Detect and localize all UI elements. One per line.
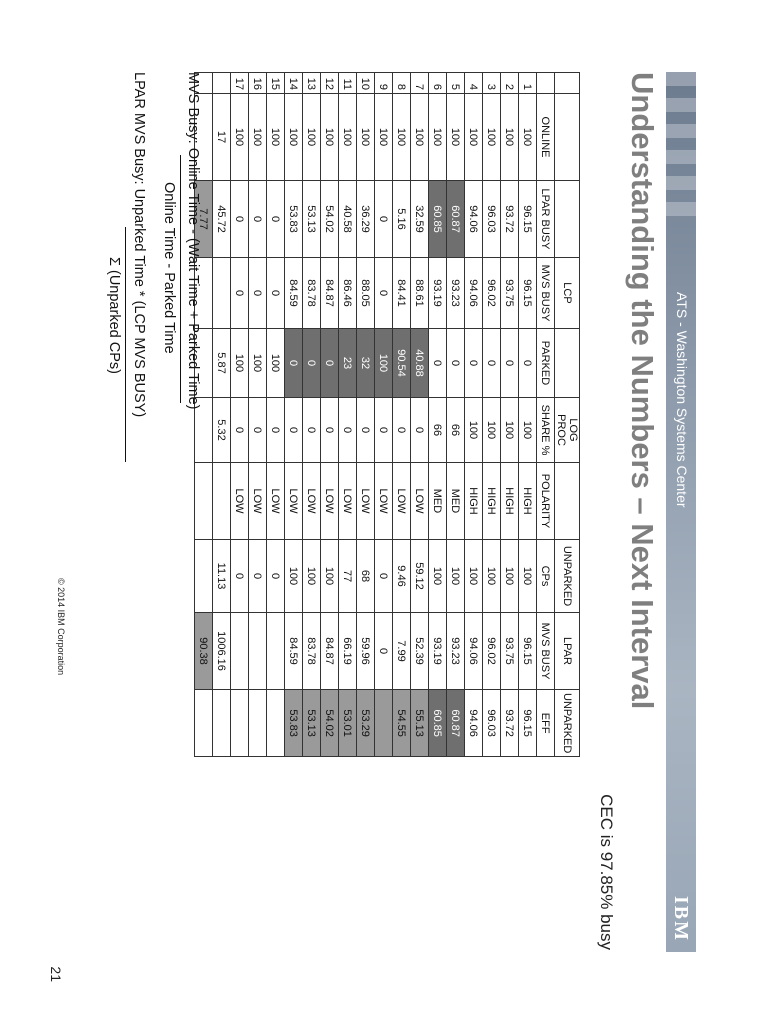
table-header-row: [537, 73, 555, 757]
cell-eff: 53.13: [303, 690, 321, 757]
row-number: 8: [393, 73, 411, 94]
average-lpar-mvs: 90.38: [195, 613, 213, 690]
cell-polarity: LOW: [357, 463, 375, 540]
group-header-blank: [555, 463, 580, 540]
cell-lpar-mvs: 93.23: [447, 613, 465, 690]
row-number: 14: [285, 73, 303, 94]
header-share: SHARE %: [537, 398, 555, 463]
cell-parked: 0: [303, 329, 321, 398]
cell-polarity: LOW: [375, 463, 393, 540]
total-lcp-busy: [213, 258, 231, 329]
cell-lpar-mvs: [267, 613, 285, 690]
cell-lcp-busy: 0: [267, 258, 285, 329]
lpar-busy-label: LPAR MVS Busy:: [131, 72, 147, 185]
group-header-log-proc: LOG PROC: [555, 398, 580, 463]
table-row: [447, 73, 465, 757]
cell-eff: 60.85: [429, 690, 447, 757]
table-group-header-row: [555, 73, 580, 757]
cell-cps: 100: [303, 540, 321, 613]
cell-lpar-busy: 53.83: [285, 181, 303, 258]
cell-cps: 0: [249, 540, 267, 613]
row-number: 7: [411, 73, 429, 94]
cell-parked: 0: [483, 329, 501, 398]
cell-eff: 54.02: [321, 690, 339, 757]
cell-lcp-busy: 96.15: [519, 258, 537, 329]
row-number: 1: [519, 73, 537, 94]
cell-lpar-mvs: 96.02: [483, 613, 501, 690]
cell-parked: 32: [357, 329, 375, 398]
total-polarity: [213, 463, 231, 540]
cell-parked: 100: [267, 329, 285, 398]
ibm-logo: IBM: [670, 896, 692, 942]
total-parked: 5.87: [213, 329, 231, 398]
table-row: [375, 73, 393, 757]
cell-lpar-mvs: 93.19: [429, 613, 447, 690]
table-row: [501, 73, 519, 757]
cell-cps: 100: [483, 540, 501, 613]
cell-eff: 96.03: [483, 690, 501, 757]
cell-polarity: MED: [447, 463, 465, 540]
cell-polarity: HIGH: [465, 463, 483, 540]
cell-lcp-busy: 0: [231, 258, 249, 329]
cell-lpar-busy: 36.29: [357, 181, 375, 258]
header-lpar-mvs-busy: MVS BUSY: [537, 613, 555, 690]
row-number: 15: [267, 73, 285, 94]
cell-parked: 100: [375, 329, 393, 398]
cell-online: 100: [447, 94, 465, 181]
cell-lpar-busy: 54.02: [321, 181, 339, 258]
copyright: © 2014 IBM Corporation: [56, 578, 66, 676]
cell-parked: 0: [429, 329, 447, 398]
cell-eff: [375, 690, 393, 757]
group-header-lpar: LPAR: [555, 613, 580, 690]
cell-parked: 0: [447, 329, 465, 398]
cell-lpar-mvs: 59.96: [357, 613, 375, 690]
lpar-busy-numerator: Unparked Time * (LCP MVS BUSY): [131, 188, 147, 418]
cell-parked: 23: [339, 329, 357, 398]
table-row: [267, 73, 285, 757]
table-row: [285, 73, 303, 757]
cell-cps: 100: [429, 540, 447, 613]
cell-share: 66: [429, 398, 447, 463]
table-row: [519, 73, 537, 757]
mvs-busy-denominator: Online Time - Parked Time: [161, 182, 177, 354]
table-row: [357, 73, 375, 757]
cell-polarity: LOW: [321, 463, 339, 540]
cell-lcp-busy: 93.19: [429, 258, 447, 329]
mvs-busy-numerator: Online Time - (Wait Time + Parked Time): [185, 147, 201, 410]
cell-share: 100: [501, 398, 519, 463]
table-row: [429, 73, 447, 757]
row-number: 5: [447, 73, 465, 94]
header-eff: EFF: [537, 690, 555, 757]
cell-cps: 0: [267, 540, 285, 613]
cell-cps: 100: [501, 540, 519, 613]
row-number: 17: [231, 73, 249, 94]
mvs-busy-label: MVS Busy:: [185, 72, 201, 144]
cell-online: 100: [411, 94, 429, 181]
row-number: 2: [501, 73, 519, 94]
total-share: 5.32: [213, 398, 231, 463]
row-number: 9: [375, 73, 393, 94]
cell-cps: 9.46: [393, 540, 411, 613]
mvs-busy-formula: [183, 72, 203, 410]
row-number: 12: [321, 73, 339, 94]
cell-lpar-busy: 53.13: [303, 181, 321, 258]
cell-polarity: LOW: [393, 463, 411, 540]
table-row: [321, 73, 339, 757]
cell-eff: [267, 690, 285, 757]
cell-lpar-mvs: 84.87: [321, 613, 339, 690]
cell-lpar-mvs: [249, 613, 267, 690]
cell-polarity: LOW: [249, 463, 267, 540]
average-eff: [195, 690, 213, 757]
fraction-line: [125, 227, 126, 462]
cell-polarity: LOW: [303, 463, 321, 540]
cell-lcp-busy: 88.61: [411, 258, 429, 329]
cell-lpar-mvs: [231, 613, 249, 690]
cell-polarity: MED: [429, 463, 447, 540]
cell-polarity: HIGH: [519, 463, 537, 540]
row-number: 4: [465, 73, 483, 94]
cell-share: 66: [447, 398, 465, 463]
cell-parked: 0: [285, 329, 303, 398]
cell-cps: 0: [375, 540, 393, 613]
row-number: 6: [429, 73, 447, 94]
average-lpar-busy: 7.77: [195, 181, 213, 258]
cell-cps: 77: [339, 540, 357, 613]
average-cps: [195, 540, 213, 613]
cell-lcp-busy: 0: [249, 258, 267, 329]
cell-lpar-busy: 60.85: [429, 181, 447, 258]
table-row: [339, 73, 357, 757]
cell-eff: [249, 690, 267, 757]
cell-lpar-busy: 60.87: [447, 181, 465, 258]
header-blank: [537, 73, 555, 94]
totals-row: [213, 73, 231, 757]
cell-lpar-busy: 0: [375, 181, 393, 258]
page-number: 21: [48, 966, 64, 982]
header-polarity: POLARITY: [537, 463, 555, 540]
table-row: [393, 73, 411, 757]
cell-online: 100: [429, 94, 447, 181]
cell-cps: 0: [231, 540, 249, 613]
cell-online: 100: [519, 94, 537, 181]
cell-cps: 100: [447, 540, 465, 613]
cell-share: 0: [303, 398, 321, 463]
cell-share: 0: [231, 398, 249, 463]
cell-parked: 0: [519, 329, 537, 398]
cell-online: 100: [303, 94, 321, 181]
cell-share: 100: [483, 398, 501, 463]
header-online: ONLINE: [537, 94, 555, 181]
total-online: 17: [213, 94, 231, 181]
cell-lcp-busy: 0: [375, 258, 393, 329]
row-number: 10: [357, 73, 375, 94]
group-header-blank: [555, 181, 580, 258]
cell-eff: 53.01: [339, 690, 357, 757]
cell-share: 0: [393, 398, 411, 463]
cell-eff: 53.29: [357, 690, 375, 757]
cell-lcp-busy: 86.46: [339, 258, 357, 329]
cell-lpar-mvs: 93.75: [501, 613, 519, 690]
cell-online: 100: [231, 94, 249, 181]
cell-polarity: HIGH: [483, 463, 501, 540]
group-header-blank: [555, 329, 580, 398]
cell-lpar-mvs: 83.78: [303, 613, 321, 690]
cell-lcp-busy: 96.02: [483, 258, 501, 329]
total-blank: [213, 73, 231, 94]
table-row: [303, 73, 321, 757]
cell-online: 100: [357, 94, 375, 181]
row-number: 13: [303, 73, 321, 94]
cell-parked: 0: [465, 329, 483, 398]
numbers-table: [194, 72, 580, 757]
cell-share: 0: [267, 398, 285, 463]
cell-share: 0: [321, 398, 339, 463]
cell-share: 0: [357, 398, 375, 463]
cell-lpar-busy: 96.15: [519, 181, 537, 258]
cell-share: 0: [339, 398, 357, 463]
cell-share: 0: [375, 398, 393, 463]
cell-eff: 55.13: [411, 690, 429, 757]
cell-cps: 59.12: [411, 540, 429, 613]
cell-lpar-mvs: 66.19: [339, 613, 357, 690]
cell-lpar-busy: 40.58: [339, 181, 357, 258]
cell-share: 100: [465, 398, 483, 463]
table-row: [483, 73, 501, 757]
table-row: [411, 73, 429, 757]
row-number: 3: [483, 73, 501, 94]
cell-cps: 100: [321, 540, 339, 613]
lpar-busy-denominator: Σ (Unparked CPs): [106, 257, 122, 374]
cell-lcp-busy: 94.06: [465, 258, 483, 329]
cell-lpar-busy: 5.16: [393, 181, 411, 258]
cell-lcp-busy: 84.87: [321, 258, 339, 329]
cell-online: 100: [393, 94, 411, 181]
cell-cps: 100: [519, 540, 537, 613]
group-header-lcp: LCP: [555, 258, 580, 329]
cell-online: 100: [483, 94, 501, 181]
average-polarity: [195, 463, 213, 540]
cell-lcp-busy: 83.78: [303, 258, 321, 329]
cell-eff: [231, 690, 249, 757]
total-lpar-mvs: 1006.16: [213, 613, 231, 690]
cell-lcp-busy: 93.23: [447, 258, 465, 329]
cell-lcp-busy: 88.05: [357, 258, 375, 329]
table-body: [195, 73, 537, 757]
cell-online: 100: [249, 94, 267, 181]
cell-polarity: LOW: [339, 463, 357, 540]
banner-decoration: [666, 72, 696, 222]
cell-lpar-mvs: 0: [375, 613, 393, 690]
group-header-blank: [555, 94, 580, 181]
cell-lpar-mvs: 96.15: [519, 613, 537, 690]
total-cps: 11.13: [213, 540, 231, 613]
cell-parked: 0: [321, 329, 339, 398]
cell-online: 100: [321, 94, 339, 181]
cell-eff: 54.55: [393, 690, 411, 757]
cell-lpar-busy: 0: [249, 181, 267, 258]
cell-lcp-busy: 84.41: [393, 258, 411, 329]
cell-share: 100: [519, 398, 537, 463]
cell-polarity: LOW: [411, 463, 429, 540]
cell-cps: 100: [285, 540, 303, 613]
lpar-busy-formula: [129, 72, 149, 417]
row-number: 16: [249, 73, 267, 94]
cell-lpar-busy: 93.72: [501, 181, 519, 258]
cell-parked: 40.88: [411, 329, 429, 398]
cell-lpar-mvs: 94.06: [465, 613, 483, 690]
cell-polarity: LOW: [231, 463, 249, 540]
cell-parked: 90.54: [393, 329, 411, 398]
cell-eff: 93.72: [501, 690, 519, 757]
cell-lpar-busy: 0: [267, 181, 285, 258]
cell-eff: 53.83: [285, 690, 303, 757]
cell-parked: 100: [249, 329, 267, 398]
header-cps: CPs: [537, 540, 555, 613]
cell-lpar-busy: 0: [231, 181, 249, 258]
header-parked: PARKED: [537, 329, 555, 398]
cell-online: 100: [267, 94, 285, 181]
cell-cps: 100: [465, 540, 483, 613]
cell-eff: 94.06: [465, 690, 483, 757]
cell-parked: 0: [501, 329, 519, 398]
cell-lpar-busy: 94.06: [465, 181, 483, 258]
group-header-unparked-eff: UNPARKED: [555, 690, 580, 757]
cell-online: 100: [501, 94, 519, 181]
cell-lpar-busy: 96.03: [483, 181, 501, 258]
cell-lcp-busy: 93.75: [501, 258, 519, 329]
group-header-unparked: UNPARKED: [555, 540, 580, 613]
header-blank: [555, 73, 580, 94]
cell-lpar-busy: 32.59: [411, 181, 429, 258]
row-number: 11: [339, 73, 357, 94]
header-banner: [666, 72, 696, 952]
fraction-line: [180, 155, 181, 403]
cell-online: 100: [339, 94, 357, 181]
table-row: [231, 73, 249, 757]
cell-parked: 100: [231, 329, 249, 398]
cell-share: 0: [285, 398, 303, 463]
cell-online: 100: [465, 94, 483, 181]
cell-lcp-busy: 84.59: [285, 258, 303, 329]
table-row: [249, 73, 267, 757]
cell-lpar-mvs: 7.99: [393, 613, 411, 690]
cell-eff: 60.87: [447, 690, 465, 757]
table-row: [465, 73, 483, 757]
cell-polarity: HIGH: [501, 463, 519, 540]
total-lpar-busy: 45.72: [213, 181, 231, 258]
cell-lpar-mvs: 52.39: [411, 613, 429, 690]
cell-eff: 96.15: [519, 690, 537, 757]
cell-polarity: LOW: [285, 463, 303, 540]
cell-share: 0: [411, 398, 429, 463]
cell-online: 100: [285, 94, 303, 181]
cell-online: 100: [375, 94, 393, 181]
cell-cps: 68: [357, 540, 375, 613]
header-lcp-mvs-busy: MVS BUSY: [537, 258, 555, 329]
slide-title: Understanding the Numbers – Next Interval: [625, 72, 660, 710]
slide-subtitle: CEC is 97.85% busy: [597, 794, 616, 950]
total-eff: [213, 690, 231, 757]
cell-polarity: LOW: [267, 463, 285, 540]
banner-center-label: ATS - Washington Systems Center: [674, 292, 690, 508]
cell-share: 0: [249, 398, 267, 463]
header-lpar-busy: LPAR BUSY: [537, 181, 555, 258]
cell-lpar-mvs: 84.59: [285, 613, 303, 690]
